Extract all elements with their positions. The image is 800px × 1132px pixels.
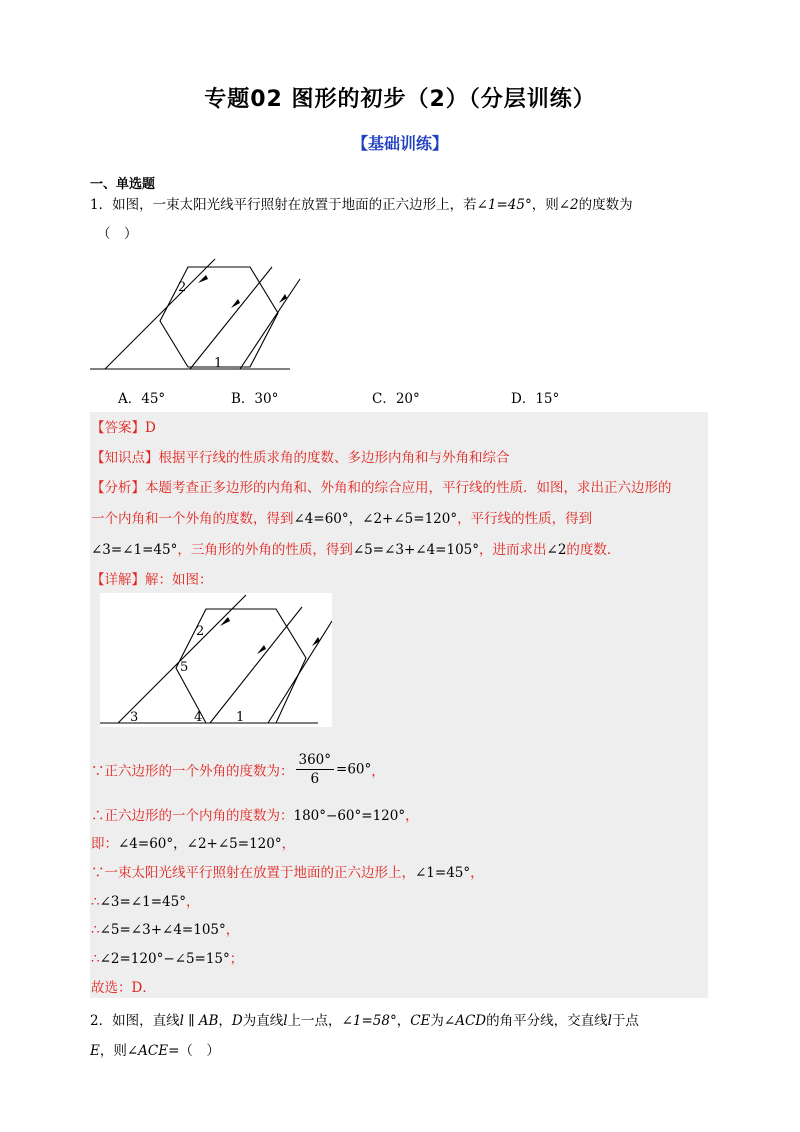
q2-math: ∠ACE=	[126, 1043, 180, 1059]
q1-figure	[90, 255, 310, 375]
knowledge-point: 【知识点】根据平行线的性质求角的度数、多边形内角和与外角和综合	[91, 450, 510, 466]
step-text: ∵一束太阳光线平行照射在放置于地面的正六边形上，	[91, 865, 415, 881]
step-text: 即：	[91, 836, 118, 852]
step-1	[91, 752, 385, 787]
q2-math: l	[283, 1013, 288, 1029]
ray-arrow-icon	[279, 294, 287, 303]
q1-stem-line1	[90, 193, 633, 213]
page-title: 专题02 图形的初步（2）（分层训练）	[204, 87, 596, 112]
detail-heading: 【详解】解：如图：	[91, 572, 213, 588]
analysis-text: ，平行线的性质，得到	[457, 511, 593, 527]
ray-arrow-icon	[231, 299, 240, 308]
option-d[interactable]: D．15°	[511, 391, 560, 407]
q2-text: 的角平分线，交直线	[486, 1013, 608, 1029]
q2-text: ，	[218, 1013, 232, 1029]
q2-math: CE	[410, 1013, 431, 1029]
analysis-text: 的度数．	[566, 542, 621, 558]
q2-stem-line2	[90, 1039, 220, 1059]
q1-stem-text: 1．如图，一束太阳光线平行照射在放置于地面的正六边形上，若	[90, 197, 477, 213]
fraction-denominator: 6	[310, 771, 320, 787]
step-text: ，	[281, 836, 296, 852]
analysis-line2	[91, 507, 592, 527]
step-7	[91, 947, 243, 967]
step-text: ，	[185, 894, 200, 910]
q1-stem-text: ，则	[531, 197, 559, 213]
sun-ray-3	[240, 279, 300, 369]
fig-label-2: 2	[178, 280, 187, 295]
fraction	[296, 752, 335, 787]
step-formula: 180°−60°=120°	[293, 808, 406, 824]
ray-arrow-icon	[198, 275, 208, 283]
q2-math: E	[90, 1043, 100, 1059]
step-formula: =60°	[336, 761, 372, 778]
step-formula: ∠2=120°−∠5=15°	[99, 951, 230, 967]
step-text: ∴	[91, 894, 100, 910]
option-c[interactable]: C．20°	[372, 391, 420, 407]
q2-text: 为	[430, 1013, 444, 1029]
q2-math: ∠ACD	[443, 1013, 487, 1029]
fig-label-5: 5	[180, 660, 189, 675]
q2-text: 于点	[611, 1013, 639, 1029]
q2-text: 2．如图，直线	[90, 1013, 180, 1029]
q1-stem-line2: （ ）	[97, 226, 138, 242]
analysis-formula: ∠2	[546, 542, 567, 558]
analysis-line3	[91, 538, 620, 558]
option-b[interactable]: B．30°	[231, 391, 279, 407]
step-2	[91, 804, 419, 824]
section-heading: 一、单选题	[90, 177, 156, 192]
step-5	[91, 890, 199, 910]
step-formula: ∠4=60°，∠2+∠5=120°	[118, 836, 282, 852]
q2-text: ，则	[99, 1043, 127, 1059]
q1-stem-text: 的度数为	[578, 197, 633, 213]
step-text: ∴	[91, 922, 100, 938]
step-text: ，	[405, 808, 419, 824]
step-text: ∴	[91, 951, 100, 967]
analysis-formula: ∠3=∠1=45°	[91, 542, 178, 558]
analysis-text: 一个内角和一个外角的度数，得到	[91, 511, 294, 527]
q1-angle-given: ∠1=45°	[476, 197, 532, 213]
step-text: ，	[225, 922, 240, 938]
analysis-line1: 【分析】本题考查正多边形的内角和、外角和的综合应用，平行线的性质．如图，求出正六边形的	[91, 480, 672, 496]
q2-math: D	[231, 1013, 243, 1029]
option-a[interactable]: A．45°	[118, 391, 166, 407]
q2-text: ，	[396, 1013, 411, 1029]
step-text: ∵正六边形的一个外角的度数为：	[91, 763, 294, 780]
analysis-text: ，三角形的外角的性质，得到	[177, 542, 353, 558]
q2-math: l ∥ AB	[179, 1013, 219, 1029]
sun-ray-2	[190, 267, 272, 369]
q2-text: 为直线	[242, 1013, 284, 1029]
analysis-text: ，进而求出	[479, 542, 547, 558]
step-text: ，	[470, 865, 484, 881]
q2-math: ∠1=58°	[341, 1013, 397, 1029]
step-4	[91, 861, 484, 881]
fig-label-4: 4	[194, 710, 203, 725]
fraction-numerator: 360°	[296, 752, 335, 770]
fig-label-1: 1	[214, 356, 223, 371]
step-formula: ∠5=∠3+∠4=105°	[99, 922, 226, 938]
step-text: ，	[371, 763, 385, 780]
q2-math: l	[607, 1013, 612, 1029]
fig-label-3: 3	[130, 710, 139, 725]
step-3	[91, 832, 295, 852]
section-subtitle: 【基础训练】	[351, 134, 448, 153]
q1-angle-asked: ∠2	[558, 197, 579, 213]
fig-label-1: 1	[236, 710, 245, 725]
step-6	[91, 918, 239, 938]
q2-text: 上一点，	[287, 1013, 342, 1029]
fig-label-2: 2	[196, 624, 205, 639]
sun-ray-1	[105, 259, 215, 369]
analysis-formula: ∠5=∠3+∠4=105°	[352, 542, 480, 558]
step-text: ∴正六边形的一个内角的度数为：	[91, 808, 294, 824]
answer-line: 【答案】D	[91, 420, 156, 436]
step-formula: ∠3=∠1=45°	[99, 894, 186, 910]
step-formula: ∠1=45°	[415, 865, 471, 881]
q2-text: （ ）	[179, 1043, 220, 1059]
step-text: ；	[229, 951, 244, 967]
conclusion: 故选：D．	[91, 980, 156, 996]
detail-figure	[100, 593, 332, 727]
q2-stem-line1	[90, 1009, 639, 1029]
analysis-formula: ∠4=60°，∠2+∠5=120°	[293, 511, 458, 527]
